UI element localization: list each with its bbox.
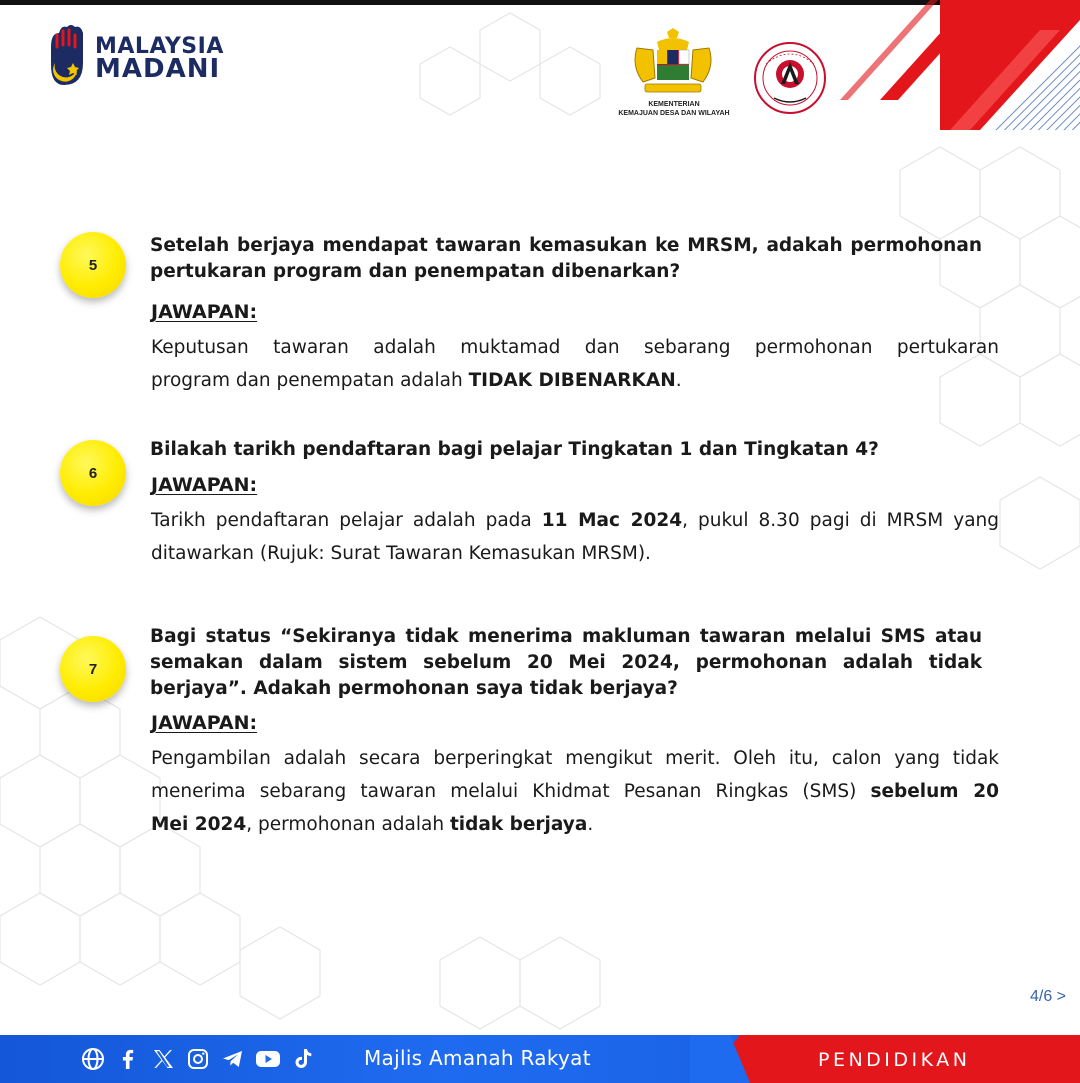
question-line: Bilakah tarikh pendaftaran bagi pelajar Tingkatan 1 dan Tingkatan 4? xyxy=(150,439,879,460)
answer-emphasis: Mei 2024 xyxy=(151,814,247,835)
answer-fragment: , permohonan adalah xyxy=(246,814,450,835)
answer-fragment: program dan penempatan adalah xyxy=(151,370,469,391)
answer-text xyxy=(151,742,999,841)
question-text xyxy=(150,624,982,702)
answer-text xyxy=(151,331,999,397)
page-indicator[interactable]: 4/6 > xyxy=(1029,988,1066,1005)
coat-of-arms-icon xyxy=(627,28,719,96)
question-line: berjaya”. Adakah permohonan saya tidak berjaya? xyxy=(150,678,678,699)
ministry-name-line1: KEMENTERIAN xyxy=(648,101,700,108)
answer-fragment: Pengambilan adalah secara berperingkat mengikut merit. Oleh itu, calon yang tidak xyxy=(151,748,999,769)
answer-line xyxy=(151,808,999,841)
globe-icon[interactable] xyxy=(80,1046,106,1072)
answer-fragment: ditawarkan (Rujuk: Surat Tawaran Kemasukan MRSM). xyxy=(151,543,651,564)
ministry-logo xyxy=(605,28,743,120)
instagram-icon[interactable] xyxy=(185,1046,211,1072)
brand-line-madani: MADANI xyxy=(95,54,221,84)
answer-fragment: . xyxy=(587,814,594,835)
footer-bar xyxy=(0,1035,1080,1083)
telegram-icon[interactable] xyxy=(220,1046,246,1072)
ministry-name-line2: KEMAJUAN DESA DAN WILAYAH xyxy=(618,110,730,117)
answer-fragment: . xyxy=(675,370,682,391)
footer-organization-name: Majlis Amanah Rakyat xyxy=(364,1046,591,1070)
question-number-badge: 7 xyxy=(60,636,126,702)
madani-hand-icon xyxy=(45,25,89,93)
answer-line xyxy=(151,742,999,775)
facebook-icon[interactable] xyxy=(115,1046,141,1072)
answer-line xyxy=(151,331,999,364)
question-line: semakan dalam sistem sebelum 20 Mei 2024, permohonan adalah tidak xyxy=(150,652,982,673)
answer-label: JAWAPAN: xyxy=(151,712,258,734)
answer-fragment: menerima sebarang tawaran melalui Khidmat Pesanan Ringkas (SMS) xyxy=(151,781,871,802)
answer-emphasis: tidak berjaya xyxy=(449,814,588,835)
answer-fragment: Tarikh pendaftaran pelajar adalah pada xyxy=(151,510,542,531)
youtube-icon[interactable] xyxy=(255,1046,281,1072)
question-line: Setelah berjaya mendapat tawaran kemasukan ke MRSM, adakah permohonan xyxy=(150,235,982,256)
question-line: Bagi status “Sekiranya tidak menerima makluman tawaran melalui SMS atau xyxy=(150,626,982,647)
question-number-badge: 6 xyxy=(60,440,126,506)
answer-emphasis: TIDAK DIBENARKAN xyxy=(468,370,676,391)
answer-emphasis: 11 Mac 2024 xyxy=(541,510,683,531)
question-text xyxy=(150,233,982,285)
answer-fragment: Keputusan tawaran adalah muktamad dan sebarang permohonan pertukaran xyxy=(151,337,999,358)
answer-fragment: , pukul 8.30 pagi di MRSM yang xyxy=(682,510,999,531)
answer-line xyxy=(151,364,999,397)
answer-emphasis: sebelum 20 xyxy=(870,781,1000,802)
footer-category-label: PENDIDIKAN xyxy=(818,1049,971,1071)
question-number-badge: 5 xyxy=(60,232,126,298)
answer-line xyxy=(151,775,999,808)
header-stripes-decoration xyxy=(820,0,1080,140)
mara-logo xyxy=(752,40,828,116)
question-text xyxy=(150,437,982,463)
tiktok-icon[interactable] xyxy=(290,1046,316,1072)
answer-line xyxy=(151,537,999,570)
answer-line xyxy=(151,504,999,537)
x-icon[interactable] xyxy=(150,1046,176,1072)
malaysia-madani-logo xyxy=(45,25,235,97)
answer-label: JAWAPAN: xyxy=(151,301,258,323)
question-line: pertukaran program dan penempatan dibenarkan? xyxy=(150,261,681,282)
answer-text xyxy=(151,504,999,570)
brand-line-malaysia: MALAYSIA xyxy=(95,34,224,59)
ministry-name xyxy=(605,100,743,118)
answer-label: JAWAPAN: xyxy=(151,474,258,496)
social-icons xyxy=(80,1045,316,1073)
brand-wordmark xyxy=(95,34,224,84)
